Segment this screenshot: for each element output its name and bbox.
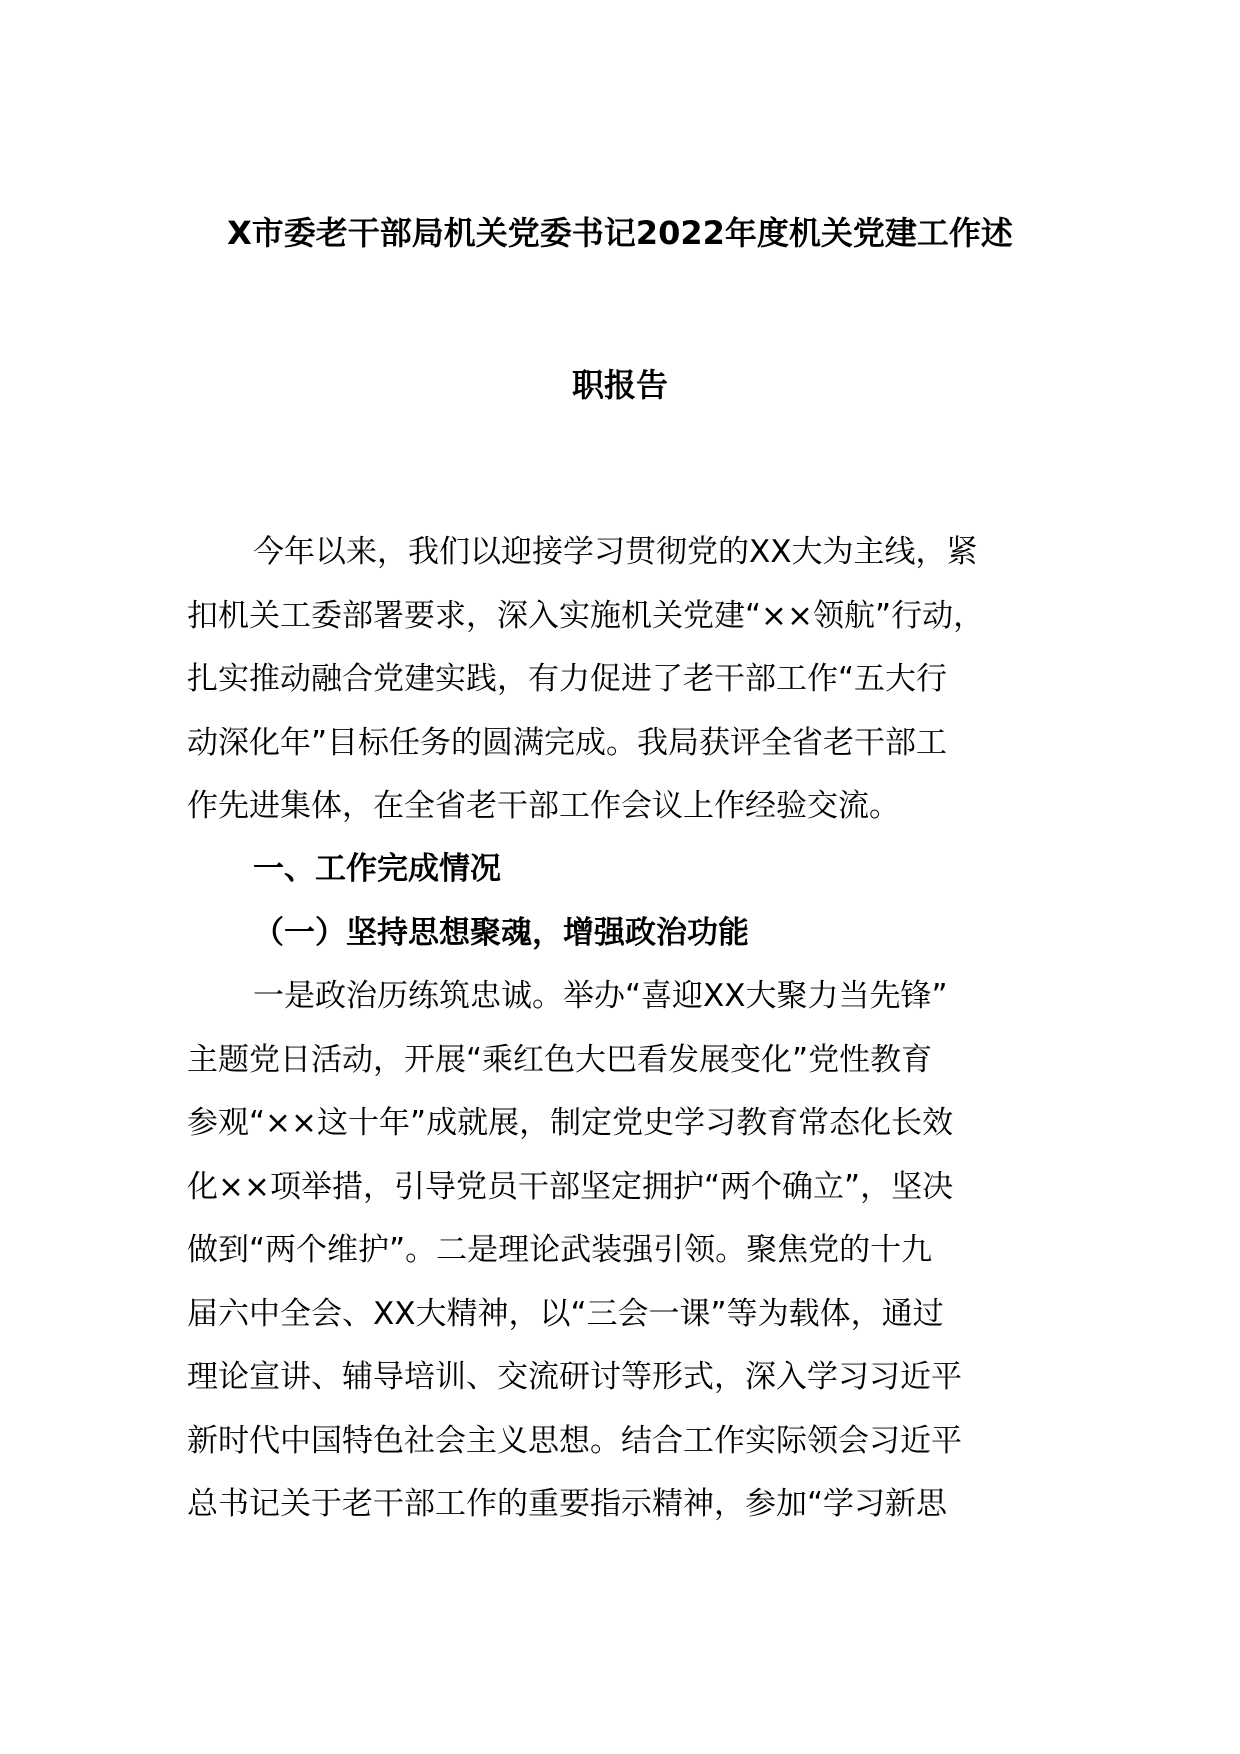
body-line: 做到“两个维护”。二是理论武装强引领。聚焦党的十九	[187, 1232, 933, 1268]
body-line: 参观“××这十年”成就展，制定党史学习教育常态化长效	[187, 1105, 954, 1141]
intro-line: 作先进集体，在全省老干部工作会议上作经验交流。	[187, 788, 900, 824]
document-title-line-2: 职报告	[571, 366, 668, 404]
body-line: 总书记关于老干部工作的重要指示精神，参加“学习新思	[187, 1486, 948, 1522]
intro-line: 今年以来，我们以迎接学习贯彻党的XX大为主线，紧	[253, 534, 978, 570]
intro-line: 动深化年”目标任务的圆满完成。我局获评全省老干部工	[187, 725, 948, 761]
body-line: 新时代中国特色社会主义思想。结合工作实际领会习近平	[187, 1423, 962, 1459]
body-line: 主题党日活动，开展“乘红色大巴看发展变化”党性教育	[187, 1042, 933, 1078]
document-title-line-1: X市委老干部局机关党委书记2022年度机关党建工作述	[227, 214, 1013, 252]
intro-line: 扣机关工委部署要求，深入实施机关党建“××领航”行动，	[187, 598, 985, 634]
section-heading: 一、工作完成情况	[253, 851, 501, 887]
body-line: 一是政治历练筑忠诚。举办“喜迎XX大聚力当先锋”	[253, 978, 948, 1014]
body-line: 化××项举措，引导党员干部坚定拥护“两个确立”，坚决	[187, 1169, 954, 1205]
subsection-heading: （一）坚持思想聚魂，增强政治功能	[253, 915, 749, 951]
intro-line: 扎实推动融合党建实践，有力促进了老干部工作“五大行	[187, 661, 948, 697]
body-line: 届六中全会、XX大精神，以“三会一课”等为载体，通过	[187, 1296, 944, 1332]
body-line: 理论宣讲、辅导培训、交流研讨等形式，深入学习习近平	[187, 1359, 962, 1395]
